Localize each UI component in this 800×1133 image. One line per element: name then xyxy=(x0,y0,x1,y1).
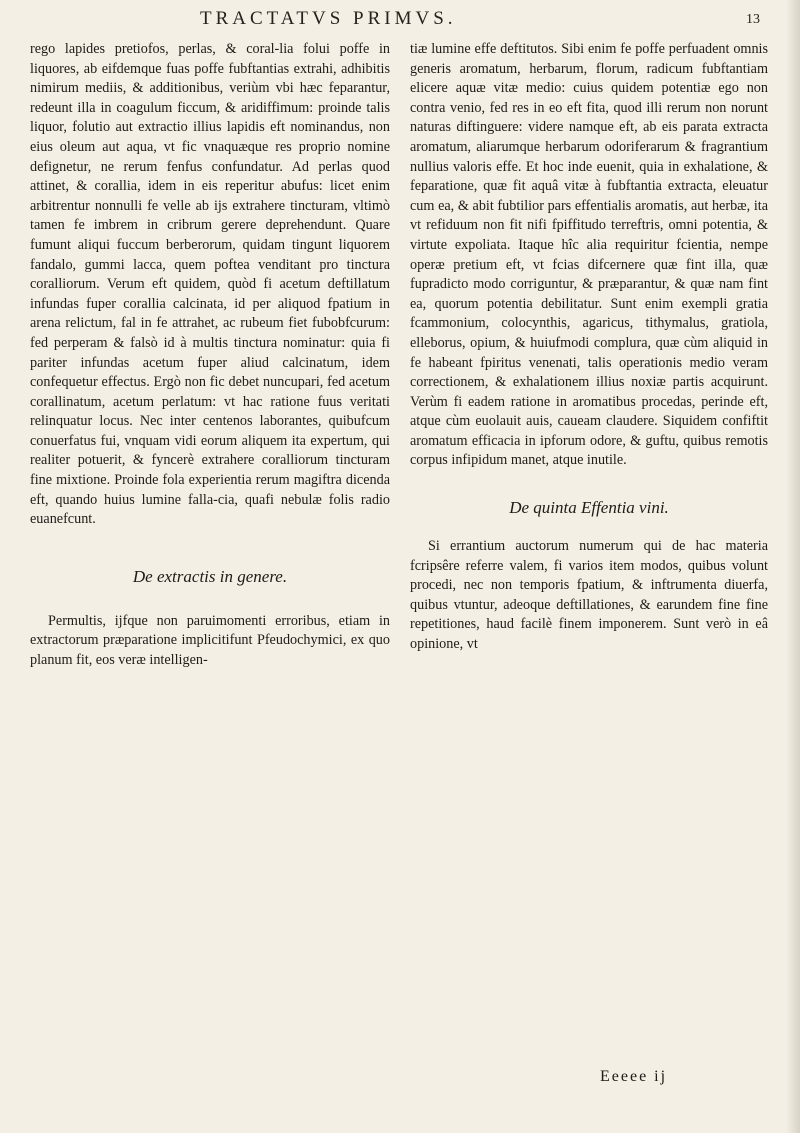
signature-mark: Eeeee ij xyxy=(600,1068,668,1085)
running-header xyxy=(200,8,760,34)
right-column xyxy=(410,40,768,655)
right-paragraph-2: Si errantium auctorum numerum qui de hac materia fcripsêre referre valem, fi varios item modos, quibus volunt procedi, nec non temporis fpatium, & inftrumenta diuerfa, quibus vtuntur, adeoque deftillationes, & earundem fine fine repetitiones, haud facilè finem imponerem. Sunt verò in eâ opinione, vt xyxy=(410,538,768,653)
left-paragraph-1: rego lapides pretiofos, perlas, & coral-lia folui poffe in liquores, ab eifdemque fuas poffe fubftantias extrahi, adhibitis nimirum mediis, & additionibus, veriùm vbi hæc feparantur, redeunt illa in coagulum ficcum, & aridiffimum: proinde talis liquor, folutio aut extractio illius lapidis eft nominandus, non eius oleum aut aqua, vt fic vnaquæque res proprio nomine defignetur, ne rerum fenfus confundatur. Ad perlas quod attinet, & corallia, idem in eis reperitur abufus: licet enim arbitrentur nonnulli fe velle ab ijs extrahere tincturam, vltimò tamen fe imbrem in cribrum gerere deprehendunt. Quare fumunt aliqui fuccum berberorum, quidam tingunt liquorem fandalo, gummi lacca, quem poftea venditant pro tinctura coralliorum. Verum eft quidem, quòd fi acetum deftillatum infundas fuper corallia calcinata, id per aliquod fpatium in arena relictum, fal in fe attrahet, ac rubeum fiet fubobfcurum: fed perperam & falsò id à multis tinctura nominatur: quia fi pariter infundas acetum fuper aliud calcinatum, idem confequetur effectus. Ergò non fic debet nuncupari, fed acetum corallinatum, acetum perlatum: vt hac ratione fuus veritati relinquatur locus. Nec inter centenos laborantes, quibufcum conuerfatus fui, vnquam vidi eorum aliquem ita expertum, qui realiter potuerit, & fyncerè extrahere coralliorum tincturam fine mixtione. Proinde fola experientia rerum magiftra dicenda eft, quando huius lumine falla-cia, quafi nebulæ folis radio euanefcunt. xyxy=(30,41,390,528)
running-title: TRACTATVS PRIMVS. xyxy=(200,8,457,29)
left-column xyxy=(30,40,390,671)
right-paragraph-1: tiæ lumine effe deftitutos. Sibi enim fe poffe perfuadent omnis generis aromatum, herbarum, florum, radicum fubftantiam elicere aquæ vitæ medio: cuius quidem potentiæ ego non contra venio, fed res in eo eft fita, quod illi rerum non norunt naturas diftinguere: videre namque eft, ab eis parata extracta aromatum, aliarumque herbarum odoriferarum & fragrantium nullius valoris effe. Et hoc inde euenit, quia in exhalatione, & feparatione, quæ fit aquâ vitæ à fubftantia extracta, eleuatur cum ea, & abit fubtilior pars effentialis aromatis, aut herbæ, ita vt refiduum non fit nifi fpiffitudo terreftris, omni potentia, & virtute expoliata. Itaque hîc alia requiritur fcientia, nempe operæ pretium eft, vt fcias difcernere quæ fint illa, quæ fupradicto modo corriguntur, & præparantur, & quæ nam fint ea, quorum potentia debilitatur. Sunt enim exempli gratia fcammonium, colocynthis, agaricus, tithymalus, gratiola, elleborus, opium, & huiufmodi complura, quæ cùm aliquid in fe habeant fpiritus venenati, talis operationis medio veram correctionem, & exhalationem illius noxiæ partis acquirunt. Verùm fi eadem ratione in aromatibus procedas, perinde eft, atque cùm euolauit auis, caueam claudere. Siquidem confiftit aromatum efficacia in ipforum odore, & guftu, quibus remotis corpus infipidum manet, atque inutile. xyxy=(410,41,768,469)
left-paragraph-2: Permultis, ijfque non paruimomenti erroribus, etiam in extractorum præparatione implicitifunt Pfeudochymici, ex quo planum fit, eos veræ intelligen- xyxy=(30,612,390,669)
section-heading-extractis: De extractis in genere. xyxy=(132,566,288,586)
section-heading-quinta-essentia: De quinta Effentia vini. xyxy=(509,498,669,518)
page-number: 13 xyxy=(746,12,760,27)
page-edge-shadow xyxy=(786,0,800,1133)
